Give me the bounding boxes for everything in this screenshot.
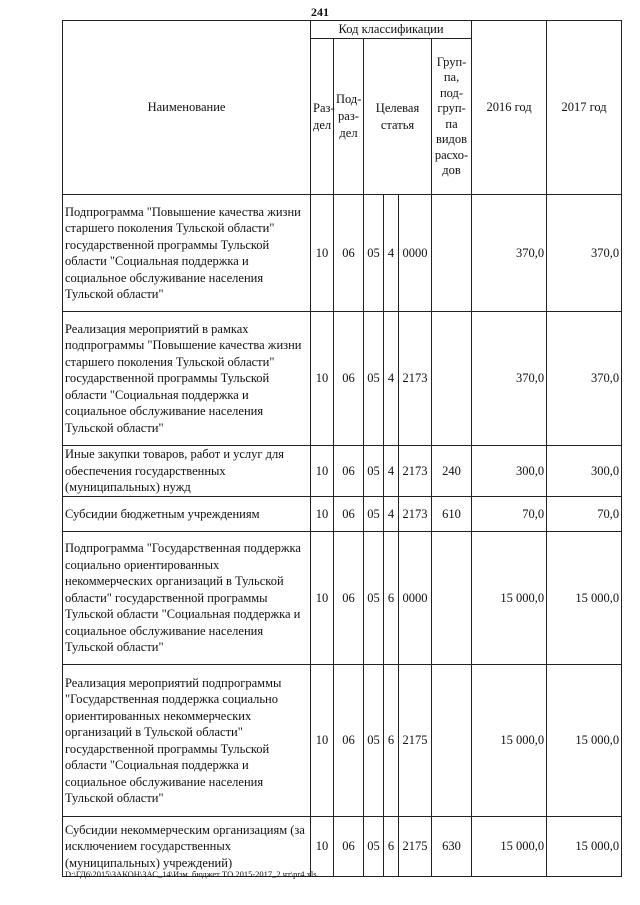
row-razdel: 10 bbox=[311, 665, 334, 817]
row-podrazdel: 06 bbox=[334, 665, 364, 817]
row-target-part2: 6 bbox=[384, 817, 399, 877]
row-amount-2017: 300,0 bbox=[547, 446, 622, 497]
row-target-part3: 0000 bbox=[399, 195, 432, 312]
header-target-article: Целевая статья bbox=[364, 39, 432, 195]
header-classification-code: Код классификации bbox=[311, 21, 472, 39]
row-amount-2016: 370,0 bbox=[472, 312, 547, 446]
header-name: Наименование bbox=[63, 21, 311, 195]
row-target-part1: 05 bbox=[364, 817, 384, 877]
table-row bbox=[63, 532, 622, 665]
row-podrazdel: 06 bbox=[334, 312, 364, 446]
table-row bbox=[63, 817, 622, 877]
header-podrazdel: Под- раз- дел bbox=[334, 39, 364, 195]
header-year-2017: 2017 год bbox=[547, 21, 622, 195]
row-target-part3: 2173 bbox=[399, 446, 432, 497]
row-target-part1: 05 bbox=[364, 312, 384, 446]
row-razdel: 10 bbox=[311, 817, 334, 877]
row-name: Реализация мероприятий в рамках подпрограммы "Повышение качества жизни старшего поколения Тульской области" государственной программы Тульской области "Социальная поддержка и социальное обслуживание населения Тульской области" bbox=[63, 312, 311, 446]
header-expense-type: Груп- па, под- груп- па видов расхо- дов bbox=[432, 39, 472, 195]
row-amount-2016: 300,0 bbox=[472, 446, 547, 497]
row-amount-2017: 370,0 bbox=[547, 195, 622, 312]
row-amount-2016: 15 000,0 bbox=[472, 665, 547, 817]
row-name: Реализация мероприятий подпрограммы "Государственная поддержка социально ориентированных некоммерческих организаций в Тульской области" государственной программы Тульской области "Социальная поддержка и социальное обслуживание населения Тульской области" bbox=[63, 665, 311, 817]
row-expense-type bbox=[432, 665, 472, 817]
row-razdel: 10 bbox=[311, 195, 334, 312]
row-podrazdel: 06 bbox=[334, 532, 364, 665]
row-name: Подпрограмма "Повышение качества жизни старшего поколения Тульской области" государственной программы Тульской области "Социальная поддержка и социальное обслуживание населения Тульской области" bbox=[63, 195, 311, 312]
row-target-part2: 4 bbox=[384, 195, 399, 312]
row-target-part2: 4 bbox=[384, 312, 399, 446]
row-razdel: 10 bbox=[311, 312, 334, 446]
row-podrazdel: 06 bbox=[334, 817, 364, 877]
row-expense-type bbox=[432, 532, 472, 665]
row-target-part3: 0000 bbox=[399, 532, 432, 665]
row-amount-2017: 370,0 bbox=[547, 312, 622, 446]
row-target-part1: 05 bbox=[364, 665, 384, 817]
row-target-part1: 05 bbox=[364, 195, 384, 312]
row-name: Субсидии бюджетным учреждениям bbox=[63, 497, 311, 532]
table-row bbox=[63, 195, 622, 312]
row-amount-2016: 370,0 bbox=[472, 195, 547, 312]
table-row bbox=[63, 497, 622, 532]
row-podrazdel: 06 bbox=[334, 195, 364, 312]
row-target-part2: 6 bbox=[384, 532, 399, 665]
row-expense-type bbox=[432, 312, 472, 446]
row-amount-2016: 70,0 bbox=[472, 497, 547, 532]
header-razdel: Раз- дел bbox=[311, 39, 334, 195]
row-target-part2: 4 bbox=[384, 497, 399, 532]
row-expense-type: 610 bbox=[432, 497, 472, 532]
row-amount-2017: 15 000,0 bbox=[547, 532, 622, 665]
row-expense-type bbox=[432, 195, 472, 312]
row-target-part1: 05 bbox=[364, 497, 384, 532]
row-target-part3: 2175 bbox=[399, 817, 432, 877]
row-target-part3: 2175 bbox=[399, 665, 432, 817]
row-target-part2: 4 bbox=[384, 446, 399, 497]
page-number: 241 bbox=[311, 5, 329, 19]
row-razdel: 10 bbox=[311, 497, 334, 532]
row-name: Подпрограмма "Государственная поддержка социально ориентированных некоммерческих организаций в Тульской области" государственной программы Тульской области "Социальная поддержка и социальное обслуживание населения Тульской области" bbox=[63, 532, 311, 665]
row-target-part1: 05 bbox=[364, 446, 384, 497]
row-target-part2: 6 bbox=[384, 665, 399, 817]
row-name: Иные закупки товаров, работ и услуг для обеспечения государственных (муниципальных) нужд bbox=[63, 446, 311, 497]
row-amount-2016: 15 000,0 bbox=[472, 532, 547, 665]
row-target-part1: 05 bbox=[364, 532, 384, 665]
table-row bbox=[63, 446, 622, 497]
table-row bbox=[63, 665, 622, 817]
row-razdel: 10 bbox=[311, 446, 334, 497]
row-podrazdel: 06 bbox=[334, 446, 364, 497]
row-target-part3: 2173 bbox=[399, 312, 432, 446]
table-row bbox=[63, 312, 622, 446]
row-podrazdel: 06 bbox=[334, 497, 364, 532]
row-expense-type: 630 bbox=[432, 817, 472, 877]
row-amount-2016: 15 000,0 bbox=[472, 817, 547, 877]
row-amount-2017: 15 000,0 bbox=[547, 665, 622, 817]
row-name: Субсидии некоммерческим организациям (за исключением государственных (муниципальных) учреждений) bbox=[63, 817, 311, 877]
header-year-2016: 2016 год bbox=[472, 21, 547, 195]
file-path-footer: D:\ГД6\2015\ЗАКОН\ЗАС_14\Изм. бюджет ТО 2015-2017_2 чт\pr4.xls bbox=[65, 869, 317, 879]
row-amount-2017: 15 000,0 bbox=[547, 817, 622, 877]
row-razdel: 10 bbox=[311, 532, 334, 665]
budget-table bbox=[62, 20, 622, 877]
row-expense-type: 240 bbox=[432, 446, 472, 497]
row-amount-2017: 70,0 bbox=[547, 497, 622, 532]
row-target-part3: 2173 bbox=[399, 497, 432, 532]
